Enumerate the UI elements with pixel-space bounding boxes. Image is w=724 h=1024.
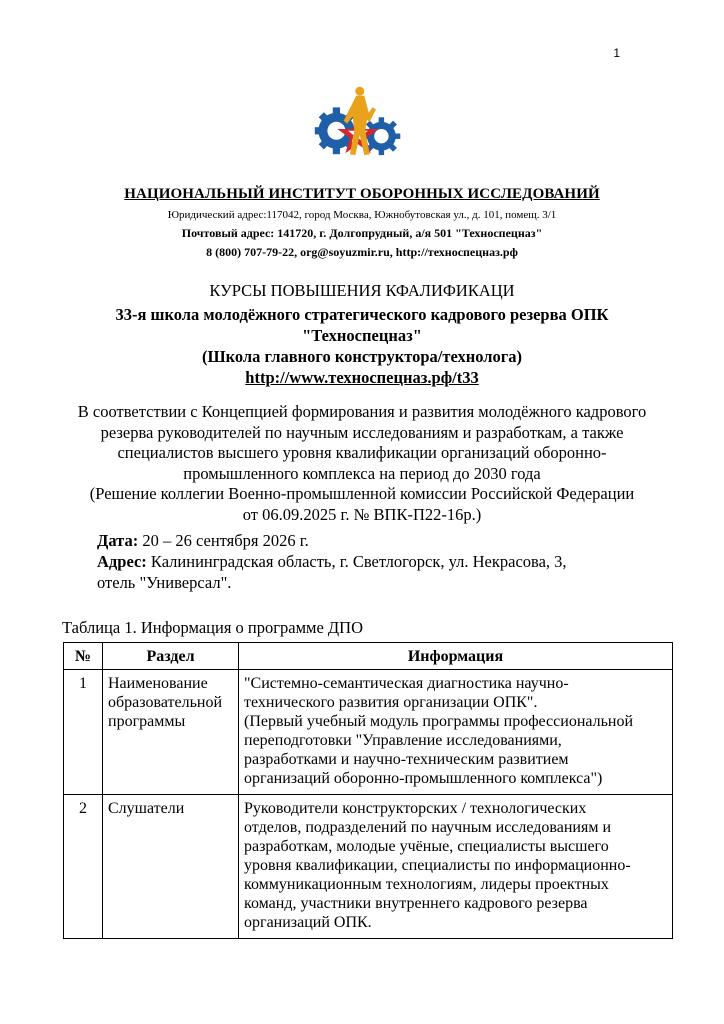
table-caption: Таблица 1. Информация о программе ДПО — [62, 618, 363, 637]
row-info — [239, 670, 673, 795]
intro-line: В соответствии с Концепцией формирования и развития молодёжного кадрового — [77, 402, 647, 421]
postal-address: Почтовый адрес: 141720, г. Долгопрудный, а/я 501 "Техноспецназ" — [181, 226, 543, 240]
info-line: "Системно-семантическая диагностика научно- — [244, 675, 569, 692]
info-line: разработками и научно-техническим развитием — [244, 751, 569, 768]
courses-title: КУРСЫ ПОВЫШЕНИЯ КФАЛИФИКАЦИ — [209, 281, 515, 300]
info-line: технического развития организации ОПК". — [244, 694, 538, 711]
info-line: переподготовки "Управление исследованиями, — [244, 732, 562, 749]
intro-line: резерва руководителей по научным исследованиям и разработкам, а также — [100, 422, 624, 442]
school-title — [0, 304, 724, 388]
col-header-number: № — [64, 643, 103, 670]
address-value: Калининградская область, г. Светлогорск, ул. Некрасова, 3, — [146, 552, 567, 571]
intro-line: (Решение коллегии Военно-промышленной комиссии Российской Федерации — [89, 484, 635, 503]
intro-line: от 06.09.2025 г. № ВПК-П22-16р.) — [242, 504, 482, 524]
contacts: 8 (800) 707-79-22, org@soyuzmir.ru, http://техноспецназ.рф — [206, 245, 518, 259]
col-header-info: Информация — [239, 643, 673, 670]
info-line: коммуникационным технологиям, лидеры проектных — [244, 876, 609, 893]
row-number: 1 — [64, 670, 103, 795]
info-line: Руководители конструкторских / технологических — [244, 800, 587, 817]
info-line: отделов, подразделений по научным исследованиям и — [244, 819, 612, 836]
date-value: 20 – 26 сентября 2026 г. — [138, 531, 309, 550]
legal-address: Юридический адрес:117042, город Москва, Южнобутовская ул., д. 101, помещ. 3/1 — [167, 209, 557, 221]
address-label: Адрес: — [97, 552, 147, 571]
info-line: организаций оборонно-промышленного комплекса") — [244, 770, 603, 787]
school-title-line: 33-я школа молодёжного стратегического кадрового резерва ОПК — [115, 305, 609, 324]
row-section — [103, 795, 239, 939]
info-line: уровня квалификации, специалисты по информационно- — [244, 857, 631, 874]
event-address-cont: отель "Универсал". — [97, 573, 232, 592]
intro-line: специалистов высшего уровня квалификации организаций оборонно- — [117, 443, 607, 462]
info-line: разработкам, молодые учёные, специалисты высшего — [244, 838, 609, 855]
table-header-row — [64, 643, 673, 670]
col-header-section: Раздел — [103, 643, 239, 670]
section-line: программы — [108, 713, 186, 730]
event-date — [97, 530, 567, 551]
technospetsnaz-logo — [313, 84, 403, 174]
section-line: Наименование — [108, 675, 208, 692]
date-label: Дата: — [97, 531, 139, 550]
section-line: Слушатели — [108, 800, 185, 817]
program-info-table — [63, 642, 673, 939]
table-row — [64, 795, 673, 939]
row-section — [103, 670, 239, 795]
info-line: (Первый учебный модуль программы профессиональной — [244, 713, 634, 730]
school-title-line: "Техноспецназ" — [302, 326, 422, 345]
info-line: организаций ОПК. — [244, 914, 372, 931]
page-number: 1 — [613, 46, 620, 60]
row-info — [239, 795, 673, 939]
row-number: 2 — [64, 795, 103, 939]
info-line: команд, участники внутреннего кадрового резерва — [244, 895, 588, 912]
intro-paragraph — [0, 402, 724, 525]
table-row — [64, 670, 673, 795]
school-url-link[interactable]: http://www.техноспецназ.рф/t33 — [245, 368, 479, 387]
intro-line: промышленного комплекса на период до 2030 года — [183, 463, 541, 483]
institute-name: НАЦИОНАЛЬНЫЙ ИНСТИТУТ ОБОРОННЫХ ИССЛЕДОВАНИЙ — [124, 186, 600, 202]
school-title-line: (Школа главного конструктора/технолога) — [201, 347, 523, 366]
section-line: образовательной — [108, 694, 222, 711]
event-address — [97, 551, 567, 572]
event-details — [97, 530, 567, 593]
